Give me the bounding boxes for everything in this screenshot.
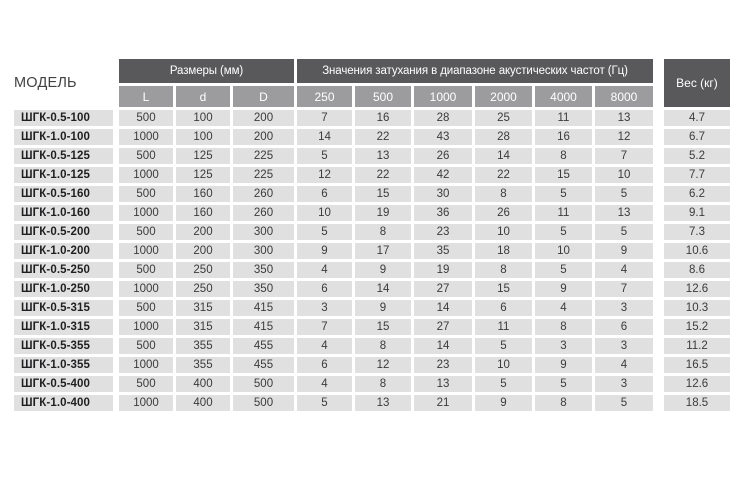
value-cell: 7 — [595, 148, 653, 164]
value-cell: 400 — [176, 395, 230, 411]
column-gap — [656, 186, 661, 202]
value-cell: 43 — [414, 129, 472, 145]
weight-cell: 10.3 — [664, 300, 730, 316]
value-cell: 500 — [119, 148, 173, 164]
column-gap — [656, 319, 661, 335]
value-cell: 12 — [297, 167, 352, 183]
value-cell: 42 — [414, 167, 472, 183]
column-gap — [656, 243, 661, 259]
value-cell: 23 — [414, 357, 472, 373]
value-cell: 13 — [414, 376, 472, 392]
model-cell: ШГК-1.0-315 — [14, 319, 113, 335]
value-cell: 9 — [355, 262, 411, 278]
col-header-d: d — [176, 86, 230, 107]
value-cell: 12 — [355, 357, 411, 373]
value-cell: 35 — [414, 243, 472, 259]
attenuation-group-header: Значения затухания в диапазоне акустических частот (Гц) — [297, 59, 653, 83]
value-cell: 100 — [176, 129, 230, 145]
value-cell: 3 — [595, 376, 653, 392]
weight-cell: 7.3 — [664, 224, 730, 240]
weight-cell: 16.5 — [664, 357, 730, 373]
column-gap — [656, 300, 661, 316]
column-gap — [656, 129, 661, 145]
weight-cell: 6.7 — [664, 129, 730, 145]
value-cell: 200 — [176, 224, 230, 240]
value-cell: 14 — [297, 129, 352, 145]
col-header-4000: 4000 — [535, 86, 592, 107]
value-cell: 415 — [233, 300, 294, 316]
value-cell: 8 — [535, 148, 592, 164]
weight-cell: 18.5 — [664, 395, 730, 411]
value-cell: 5 — [535, 186, 592, 202]
value-cell: 14 — [355, 281, 411, 297]
weight-cell: 5.2 — [664, 148, 730, 164]
table-row — [14, 281, 730, 297]
value-cell: 27 — [414, 319, 472, 335]
value-cell: 8 — [355, 338, 411, 354]
value-cell: 7 — [595, 281, 653, 297]
col-header-D: D — [233, 86, 294, 107]
col-header-250: 250 — [297, 86, 352, 107]
value-cell: 200 — [233, 129, 294, 145]
col-header-L: L — [119, 86, 173, 107]
value-cell: 125 — [176, 167, 230, 183]
model-cell: ШГК-1.0-250 — [14, 281, 113, 297]
value-cell: 260 — [233, 186, 294, 202]
value-cell: 6 — [475, 300, 532, 316]
weight-cell: 8.6 — [664, 262, 730, 278]
value-cell: 11 — [535, 110, 592, 126]
value-cell: 15 — [355, 186, 411, 202]
table-body — [14, 110, 730, 411]
value-cell: 225 — [233, 148, 294, 164]
table-row — [14, 338, 730, 354]
value-cell: 400 — [176, 376, 230, 392]
model-column-header: МОДЕЛЬ — [14, 75, 77, 91]
value-cell: 1000 — [119, 319, 173, 335]
model-cell: ШГК-1.0-125 — [14, 167, 113, 183]
value-cell: 250 — [176, 262, 230, 278]
value-cell: 5 — [535, 262, 592, 278]
value-cell: 5 — [595, 395, 653, 411]
column-gap — [656, 59, 661, 107]
value-cell: 300 — [233, 224, 294, 240]
weight-cell: 12.6 — [664, 376, 730, 392]
value-cell: 19 — [355, 205, 411, 221]
value-cell: 300 — [233, 243, 294, 259]
model-cell: ШГК-0.5-100 — [14, 110, 113, 126]
column-gap — [656, 281, 661, 297]
value-cell: 9 — [297, 243, 352, 259]
value-cell: 260 — [233, 205, 294, 221]
value-cell: 13 — [355, 148, 411, 164]
value-cell: 9 — [535, 357, 592, 373]
value-cell: 30 — [414, 186, 472, 202]
model-cell: ШГК-0.5-250 — [14, 262, 113, 278]
value-cell: 1000 — [119, 129, 173, 145]
value-cell: 5 — [475, 338, 532, 354]
table-row — [14, 205, 730, 221]
model-cell: ШГК-1.0-400 — [14, 395, 113, 411]
column-gap — [656, 357, 661, 373]
value-cell: 16 — [535, 129, 592, 145]
value-cell: 13 — [595, 205, 653, 221]
model-cell: ШГК-0.5-160 — [14, 186, 113, 202]
value-cell: 7 — [297, 319, 352, 335]
model-cell: ШГК-0.5-125 — [14, 148, 113, 164]
value-cell: 5 — [595, 224, 653, 240]
column-gap — [656, 262, 661, 278]
value-cell: 17 — [355, 243, 411, 259]
value-cell: 22 — [475, 167, 532, 183]
value-cell: 160 — [176, 186, 230, 202]
value-cell: 23 — [414, 224, 472, 240]
value-cell: 10 — [535, 243, 592, 259]
column-gap — [656, 110, 661, 126]
weight-cell: 10.6 — [664, 243, 730, 259]
table-row — [14, 319, 730, 335]
attenuation-spec-table — [11, 56, 733, 414]
value-cell: 16 — [355, 110, 411, 126]
table-row — [14, 148, 730, 164]
value-cell: 9 — [535, 281, 592, 297]
table-row — [14, 300, 730, 316]
table-row — [14, 262, 730, 278]
value-cell: 500 — [233, 395, 294, 411]
col-header-8000: 8000 — [595, 86, 653, 107]
dimensions-group-header: Размеры (мм) — [119, 59, 294, 83]
col-header-1000: 1000 — [414, 86, 472, 107]
value-cell: 11 — [535, 205, 592, 221]
weight-cell: 12.6 — [664, 281, 730, 297]
table-row — [14, 224, 730, 240]
table-row — [14, 243, 730, 259]
value-cell: 9 — [355, 300, 411, 316]
value-cell: 455 — [233, 338, 294, 354]
header-row-subcolumns — [14, 86, 730, 107]
value-cell: 160 — [176, 205, 230, 221]
value-cell: 19 — [414, 262, 472, 278]
value-cell: 1000 — [119, 167, 173, 183]
value-cell: 14 — [475, 148, 532, 164]
value-cell: 12 — [595, 129, 653, 145]
table-row — [14, 110, 730, 126]
value-cell: 25 — [475, 110, 532, 126]
model-cell: ШГК-1.0-160 — [14, 205, 113, 221]
value-cell: 10 — [475, 224, 532, 240]
table-row — [14, 167, 730, 183]
value-cell: 200 — [176, 243, 230, 259]
table-row — [14, 186, 730, 202]
value-cell: 28 — [475, 129, 532, 145]
value-cell: 3 — [595, 338, 653, 354]
value-cell: 100 — [176, 110, 230, 126]
value-cell: 9 — [475, 395, 532, 411]
value-cell: 500 — [119, 338, 173, 354]
value-cell: 14 — [414, 300, 472, 316]
value-cell: 36 — [414, 205, 472, 221]
value-cell: 4 — [535, 300, 592, 316]
value-cell: 5 — [475, 376, 532, 392]
value-cell: 350 — [233, 281, 294, 297]
value-cell: 415 — [233, 319, 294, 335]
value-cell: 15 — [535, 167, 592, 183]
value-cell: 4 — [297, 338, 352, 354]
table-row — [14, 357, 730, 373]
model-cell: ШГК-1.0-200 — [14, 243, 113, 259]
value-cell: 22 — [355, 129, 411, 145]
value-cell: 1000 — [119, 281, 173, 297]
table-row — [14, 129, 730, 145]
weight-column-header: Вес (кг) — [664, 59, 730, 107]
table-header — [14, 59, 730, 107]
column-gap — [656, 395, 661, 411]
col-header-500: 500 — [355, 86, 411, 107]
value-cell: 13 — [355, 395, 411, 411]
value-cell: 8 — [475, 186, 532, 202]
model-cell: ШГК-0.5-400 — [14, 376, 113, 392]
weight-cell: 7.7 — [664, 167, 730, 183]
value-cell: 28 — [414, 110, 472, 126]
value-cell: 3 — [595, 300, 653, 316]
value-cell: 8 — [535, 395, 592, 411]
value-cell: 125 — [176, 148, 230, 164]
value-cell: 6 — [297, 186, 352, 202]
value-cell: 8 — [535, 319, 592, 335]
value-cell: 5 — [297, 224, 352, 240]
column-gap — [656, 167, 661, 183]
value-cell: 7 — [297, 110, 352, 126]
value-cell: 4 — [297, 376, 352, 392]
value-cell: 500 — [119, 376, 173, 392]
header-row-groups — [14, 59, 730, 83]
column-gap — [656, 224, 661, 240]
value-cell: 500 — [119, 110, 173, 126]
value-cell: 225 — [233, 167, 294, 183]
column-gap — [656, 376, 661, 392]
value-cell: 18 — [475, 243, 532, 259]
value-cell: 13 — [595, 110, 653, 126]
value-cell: 500 — [119, 224, 173, 240]
value-cell: 21 — [414, 395, 472, 411]
model-cell: ШГК-1.0-100 — [14, 129, 113, 145]
value-cell: 8 — [355, 376, 411, 392]
value-cell: 3 — [297, 300, 352, 316]
value-cell: 8 — [355, 224, 411, 240]
value-cell: 26 — [414, 148, 472, 164]
weight-cell: 15.2 — [664, 319, 730, 335]
weight-cell: 4.7 — [664, 110, 730, 126]
value-cell: 350 — [233, 262, 294, 278]
model-cell: ШГК-0.5-355 — [14, 338, 113, 354]
value-cell: 15 — [475, 281, 532, 297]
value-cell: 1000 — [119, 205, 173, 221]
value-cell: 26 — [475, 205, 532, 221]
weight-cell: 9.1 — [664, 205, 730, 221]
value-cell: 6 — [595, 319, 653, 335]
value-cell: 250 — [176, 281, 230, 297]
value-cell: 500 — [119, 300, 173, 316]
column-gap — [656, 148, 661, 164]
value-cell: 14 — [414, 338, 472, 354]
model-cell: ШГК-1.0-355 — [14, 357, 113, 373]
value-cell: 355 — [176, 357, 230, 373]
value-cell: 200 — [233, 110, 294, 126]
value-cell: 10 — [297, 205, 352, 221]
value-cell: 3 — [535, 338, 592, 354]
value-cell: 315 — [176, 300, 230, 316]
value-cell: 15 — [355, 319, 411, 335]
value-cell: 5 — [535, 376, 592, 392]
value-cell: 8 — [475, 262, 532, 278]
value-cell: 455 — [233, 357, 294, 373]
table-row — [14, 395, 730, 411]
value-cell: 4 — [595, 357, 653, 373]
value-cell: 1000 — [119, 243, 173, 259]
model-cell: ШГК-0.5-315 — [14, 300, 113, 316]
value-cell: 500 — [119, 186, 173, 202]
column-gap — [656, 205, 661, 221]
value-cell: 1000 — [119, 395, 173, 411]
value-cell: 1000 — [119, 357, 173, 373]
value-cell: 5 — [535, 224, 592, 240]
value-cell: 9 — [595, 243, 653, 259]
value-cell: 4 — [297, 262, 352, 278]
column-gap — [656, 338, 661, 354]
value-cell: 6 — [297, 357, 352, 373]
col-header-2000: 2000 — [475, 86, 532, 107]
value-cell: 5 — [297, 148, 352, 164]
value-cell: 10 — [475, 357, 532, 373]
value-cell: 4 — [595, 262, 653, 278]
value-cell: 500 — [119, 262, 173, 278]
value-cell: 5 — [595, 186, 653, 202]
weight-cell: 11.2 — [664, 338, 730, 354]
weight-cell: 6.2 — [664, 186, 730, 202]
value-cell: 315 — [176, 319, 230, 335]
table-row — [14, 376, 730, 392]
value-cell: 22 — [355, 167, 411, 183]
value-cell: 11 — [475, 319, 532, 335]
value-cell: 6 — [297, 281, 352, 297]
model-cell: ШГК-0.5-200 — [14, 224, 113, 240]
value-cell: 5 — [297, 395, 352, 411]
value-cell: 10 — [595, 167, 653, 183]
value-cell: 500 — [233, 376, 294, 392]
value-cell: 355 — [176, 338, 230, 354]
value-cell: 27 — [414, 281, 472, 297]
